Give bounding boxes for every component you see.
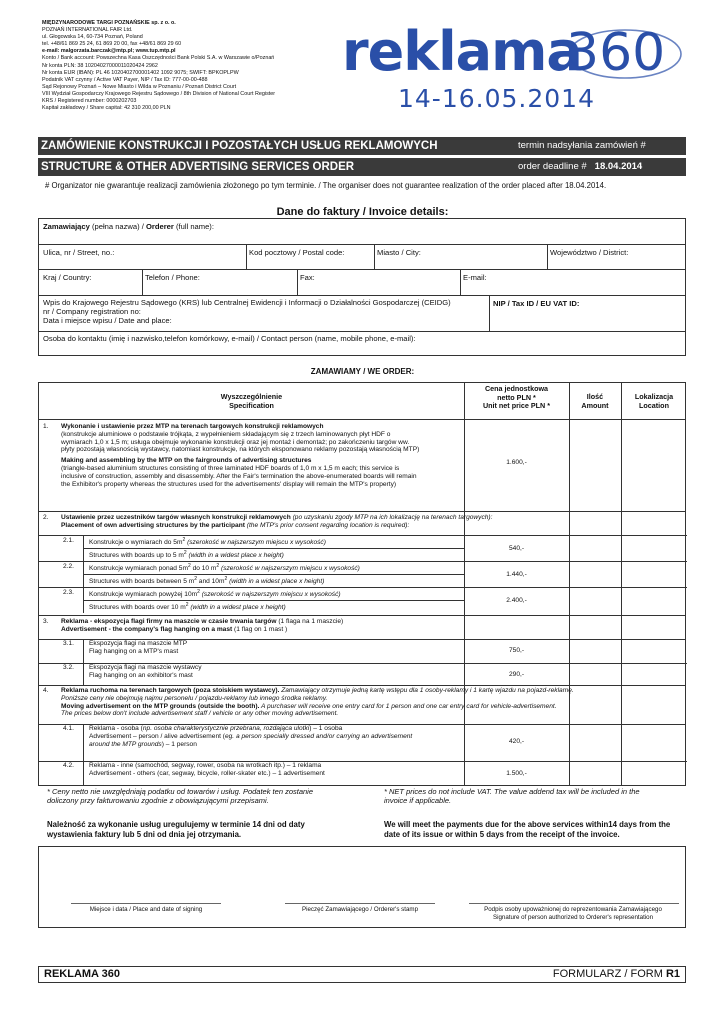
street-field[interactable]: Ulica, nr / Street, no.: bbox=[43, 248, 115, 257]
company-line: tel. +48/61 869 25 24, 61 869 20 00, fax +48/61 869 29 60 bbox=[42, 41, 182, 48]
sub-item-price: 540,- bbox=[508, 545, 525, 552]
company-line: KRS / Registered number: 0000202703 bbox=[42, 98, 137, 105]
company-line: e-mail: malgorzata.barczak@mtp.pl; www.tup.mtp.pl bbox=[42, 48, 176, 55]
country-field[interactable]: Kraj / Country: bbox=[43, 273, 92, 282]
title-pl: ZAMÓWIENIE KONSTRUKCJI I POZOSTAŁYCH USŁUG REKLAMOWYCH bbox=[41, 140, 438, 152]
footer-left: REKLAMA 360 bbox=[44, 968, 120, 980]
company-line: VIII Wydział Gospodarczy Krajowego Rejestru Sądowego / 8th Division of National Court Register bbox=[42, 90, 276, 97]
title-bar-en bbox=[38, 158, 686, 176]
deadline-date: 18.04.2014 bbox=[594, 161, 643, 172]
invoice-table bbox=[38, 218, 686, 356]
phone-field[interactable]: Telefon / Phone: bbox=[145, 273, 200, 282]
company-line: Nr konta EUR (IBAN): PL 46 1020402700001402 1092 9075; SWIFT: BPKOPLPW bbox=[42, 69, 239, 76]
payment-pl: Należność za wykonanie usług uregulujemy w terminie 14 dni od daty wystawienia faktury lub 5 dni od dnia jej otrzymania. bbox=[47, 820, 305, 839]
sub-item-2.1.-en: Structures with boards up to 5 $m^2$ (width in a widest place x height) bbox=[89, 550, 284, 560]
city-field[interactable]: Miasto / City: bbox=[377, 248, 421, 257]
title-en: STRUCTURE & OTHER ADVERTISING SERVICES ORDER bbox=[41, 161, 355, 173]
company-info bbox=[42, 20, 342, 112]
krs-field[interactable]: Wpis do Krajowego Rejestru Sądowego (KRS) lub Centralnej Ewidencji i Informacji o Działalności Gospodarczej (CEIDG) nr / Company registration no: Data i miejsce wpisu / Date and place: bbox=[43, 298, 451, 325]
item-2-heading: Ustawienie przez uczestników targów własnych konstrukcji reklamowych (po uzyskaniu zgody MTP na ich lokalizację na terenach targowych): Placement of own advertising structures by the participant (the MTP's prior consent regarding location is required): bbox=[61, 514, 493, 529]
orderer-field[interactable]: Zamawiający (pełna nazwa) / Orderer (full name): bbox=[43, 222, 214, 231]
item-4-heading: Reklama ruchoma na terenach targowych (poza stoiskiem wystawcy). Zamawiający otrzymuje jedną kartę wstępu dla 1 osoby-reklamy i 1 kartę wjazdu na pojazd-reklamę. Poniższe ceny nie obejmują najmu personelu / pojazdu-reklamy lub innego środka reklamy. Moving advertisement on the MTP grounds (outside the booth). A purchaser will receive one entry card for 1 person and one car entry card for vehicle-advertisement. The prices below don't include advertisement staff / vehicle or any other moving advertisement. bbox=[61, 687, 574, 718]
deadline-pl: termin nadsyłania zamówień # bbox=[518, 140, 646, 151]
sub-item-3.2.: Ekspozycja flagi na maszcie wystawcy Flag hanging on an exhibitor's mast bbox=[89, 664, 202, 679]
deadline-en: order deadline # 18.04.2014 bbox=[518, 161, 643, 172]
header-qty: Ilość Amount bbox=[581, 392, 609, 410]
contact-field[interactable]: Osoba do kontaktu (imię i nazwisko,telefon komórkowy, e-mail) / Contact person (name, mobile phone, e-mail): bbox=[43, 334, 416, 343]
company-line: Konto / Bank account: Powszechna Kasa Oszczędności Bank Polski S.A. w Warszawie o/Poznań bbox=[42, 55, 275, 62]
header-spec: Wyszczególnienie Specification bbox=[220, 392, 283, 410]
company-line: ul. Głogowska 14, 60-734 Poznań, Poland bbox=[42, 34, 143, 41]
sub-item-number: 2.2. bbox=[63, 563, 74, 570]
company-line: Nr konta PLN: 38 10204027000011020424 2962 bbox=[42, 62, 158, 69]
signature-label: Podpis osoby upoważnionej do reprezentowania Zamawiającego Signature of person authorized to Orderer's representation bbox=[484, 906, 662, 921]
sub-item-number: 4.1. bbox=[63, 725, 74, 732]
company-line: Kapitał zakładowy / Share capital: 42 310 200,00 PLN bbox=[42, 105, 171, 112]
sub-item-price: 1.440,- bbox=[506, 571, 527, 578]
company-line: Podatnik VAT czynny / Active VAT Payer, NIP / Tax ID: 777-00-00-488 bbox=[42, 76, 208, 83]
logo-number: 360 bbox=[566, 23, 666, 83]
title-bar-pl bbox=[38, 137, 686, 155]
sub-item-2.3.-en: Structures with boards over 10 $m^2$ (width in a widest place x height) bbox=[89, 602, 286, 612]
sub-item-number: 2.1. bbox=[63, 537, 74, 544]
item-1-description: Wykonanie i ustawienie przez MTP na terenach targowych konstrukcji reklamowych (konstrukcje aluminiowe o podstawie trójkąta, z wypełnieniem składającym się z trzech laminowanych płyt HDF o wymiarach 1,0 x 1,5 m; usługa obejmuje wykonanie konstrukcji oraz jej montaż i demontaż; po zakończeniu targów ww. płyty pozostają własnością wystawcy, natomiast konstrukcje, na których eksponowano reklamy pozostają własnością MTP) Making and assembling by the MTP on the fairgrounds of advertising structures (triangle-based aluminium structures consisting of three laminated HDF boards of 1,0 m x 1,5 m each; this service is inclusive of construction, assembly and disassembly. After the Fair's termination the above-enumerated boards will remain the Exhibitor's property whereas the structures used for the advertisements' display will remain the MTP's property) bbox=[61, 423, 420, 488]
sub-item-2.1.-pl: Konstrukcje o wymiarach do $5m^2$ (szerokość w najszerszym miejscu x wysokość) bbox=[89, 537, 326, 547]
header-price: Cena jednostkowa netto PLN * Unit net price PLN * bbox=[482, 384, 551, 410]
item-3-heading: Reklama - ekspozycja flagi firmy na maszcie w czasie trwania targów (1 flaga na 1 maszcie) Advertisement - the company's flag hanging on a mast (1 flag on 1 mast ) bbox=[61, 618, 344, 633]
province-field[interactable]: Województwo / District: bbox=[550, 248, 629, 257]
order-table: Wyszczególnienie Specification Cena jednostkowa netto PLN * Unit net price PLN * Ilość Amount Lokalizacja Location 1. Wykonanie i ustawienie przez MTP na terenach targowych konstrukcji reklamowych (konstrukcje aluminiowe o podstawie trójkąta, z wypełnieniem składającym się z trzech laminowanych płyt HDF o wymiarach 1,0 x 1,5 m; usługa obejmuje wykonanie konstrukcji oraz jej montaż i demontaż; po zakończeniu targów ww. płyty pozostają własnością wystawcy, natomiast konstrukcje, na których eksponowano reklamy pozostają własnością MTP) Making and assembling by the MTP on the fairgrounds of advertising structures (triangle-based aluminium structures consisting of three laminated HDF boards of 1,0 m x 1,5 m each; this service is inclusive of construction, assembly and disassembly. After the Fair's termination the above-enumerated boards will remain the Exhibitor's property whereas the structures used for the advertisements' display will remain the MTP's property) 1.600,- 2. Ustawienie przez uczestników targów własnych konstrukcji reklamowych (po uzyskaniu zgody MTP na ich lokalizację na terenach targowych): Placement of own advertising structures by the participant (the MTP's prior consent regarding location is required): 3. Reklama - ekspozycja flagi firmy na maszcie w czasie trwania targów (1 flaga na 1 maszcie) Advertisement - the company's flag hanging on a mast (1 flag on 1 mast ) 4. Reklama ruchoma na terenach targowych (poza stoiskiem wystawcy). Zamawiający otrzymuje jedną kartę wstępu dla 1 osoby-reklamy i 1 kartę wjazdu na pojazd-reklamę. Poniższe ceny nie obejmują najmu personelu / pojazdu-reklamy lub innego środka reklamy. Moving advertisement on the MTP grounds (outside the booth). A purchaser will receive one entry card for 1 person and one car entry card for vehicle-advertisement. The prices below don't include advertisement staff / vehicle or any other moving advertisement. 2.1. Konstrukcje o wymiarach do $5m^2$ (szerokość w najszerszym miejscu x wysokość) Structures with boards up to 5 $m^2$ (width in a widest place x height) 540,- 2.2. Konstrukcje wymiarach ponad $5m^2$ do 10 $m^2$ (szerokość w najszerszym miejscu x wysokość) Structures with boards between 5 $m^2$ and $10m^2$ (width in a widest place x height) 1.440,- 2.3. Konstrukcje wymiarach powyżej $10m^2$ (szerokość w najszerszym miejscu x wysokość) Structures with boards over 10 $m^2$ (width in a widest place x height) 2.400,- 3.1. Ekspozycja flagi na maszcie MTP Flag hanging on a MTP's mast 750,- 3.2. Ekspozycja flagi na maszcie wystawcy Flag hanging on an exhibitor's mast 290,- 4.1. Reklama - osoba (np. osoba charakterystycznie przebrana, rozdająca ulotki) – 1 osoba Advertisement – person / alive advertisement (eg. a person specially dressed and/or carrying an advertisement around the MTP grounds) – 1 person 420,- 4.2. Reklama - inne (samochód, segway, rower, osoba na wrotkach itp.) – 1 reklama Advertisement - others (car, segway, bicycle, roller-skater etc.) – 1 advertisement 1.500,- bbox=[38, 382, 686, 786]
vat-note-pl: * Ceny netto nie uwzględniają podatku od towarów i usług. Podatek ten zostanie doliczony przy fakturowaniu zgodnie z obowiązującymi przepisami. bbox=[47, 787, 314, 805]
vat-note-en: * NET prices do not include VAT. The value addend tax will be included in the invoice if applicable. bbox=[384, 787, 640, 805]
item-1-price: 1.600,- bbox=[506, 459, 527, 466]
sub-item-price: 2.400,- bbox=[506, 597, 527, 604]
sub-item-price: 1.500,- bbox=[506, 770, 527, 777]
logo-dates: 14-16.05.2014 bbox=[398, 84, 595, 113]
postcode-field[interactable]: Kod pocztowy / Postal code: bbox=[249, 248, 345, 257]
sub-item-2.2.-pl: Konstrukcje wymiarach ponad $5m^2$ do 10 $m^2$ (szerokość w najszerszym miejscu x wysokość) bbox=[89, 563, 360, 573]
sub-item-number: 3.2. bbox=[63, 664, 74, 671]
signature-box bbox=[38, 846, 686, 928]
deadline-note: # Organizator nie gwarantuje realizacji zamówienia złożonego po tym terminie. / The organiser does not guarantee realization of the order placed after 18.04.2014. bbox=[45, 181, 607, 190]
sub-item-number: 3.1. bbox=[63, 640, 74, 647]
email-field[interactable]: E-mail: bbox=[463, 273, 487, 282]
company-line: MIĘDZYNARODOWE TARGI POZNAŃSKIE sp. z o. o. bbox=[42, 20, 176, 26]
sub-item-number: 4.2. bbox=[63, 762, 74, 769]
sub-item-4.1.: Reklama - osoba (np. osoba charakterystycznie przebrana, rozdająca ulotki) – 1 osoba Advertisement – person / alive advertisement (eg. a person specially dressed and/or carrying an advertisement around the MTP grounds) – 1 person bbox=[89, 725, 413, 748]
stamp-label: Pieczęć Zamawiającego / Orderer's stamp bbox=[301, 906, 419, 913]
logo-word: reklama bbox=[342, 20, 582, 83]
sub-item-number: 2.3. bbox=[63, 589, 74, 596]
sub-item-price: 750,- bbox=[508, 647, 525, 654]
footer-right: FORMULARZ / FORM R1 bbox=[552, 968, 680, 980]
invoice-title: Dane do faktury / Invoice details: bbox=[276, 206, 449, 218]
sub-item-4.2.: Reklama - inne (samochód, segway, rower, osoba na wrotkach itp.) – 1 reklama Advertisement - others (car, segway, bicycle, roller-skater etc.) – 1 advertisement bbox=[89, 762, 325, 777]
place-date-label: Miejsce i data / Place and date of signing bbox=[89, 906, 203, 913]
fax-field[interactable]: Fax: bbox=[300, 273, 315, 282]
sub-item-price: 420,- bbox=[508, 738, 525, 745]
sub-item-2.2.-en: Structures with boards between 5 $m^2$ and $10m^2$ (width in a widest place x height) bbox=[89, 576, 325, 586]
payment-en: We will meet the payments due for the above services within14 days from the date of its issue or within 5 days from the receipt of the invoice. bbox=[384, 820, 671, 839]
company-line: Sąd Rejonowy Poznań – Nowe Miasto i Wilda w Poznaniu / Poznań District Court bbox=[42, 83, 237, 90]
sub-item-2.3.-pl: Konstrukcje wymiarach powyżej $10m^2$ (szerokość w najszerszym miejscu x wysokość) bbox=[89, 589, 341, 599]
nip-field[interactable]: NIP / Tax ID / EU VAT ID: bbox=[493, 299, 580, 308]
header-loc: Lokalizacja Location bbox=[634, 392, 674, 410]
reklama-360-logo bbox=[340, 18, 685, 113]
sub-item-price: 290,- bbox=[508, 671, 525, 678]
sub-item-3.1.: Ekspozycja flagi na maszcie MTP Flag hanging on a MTP's mast bbox=[89, 640, 188, 655]
company-line: POZNAŃ INTERNATIONAL FAIR Ltd. bbox=[42, 27, 133, 34]
order-title: ZAMAWIAMY / WE ORDER: bbox=[310, 367, 415, 376]
form-footer bbox=[38, 966, 686, 983]
